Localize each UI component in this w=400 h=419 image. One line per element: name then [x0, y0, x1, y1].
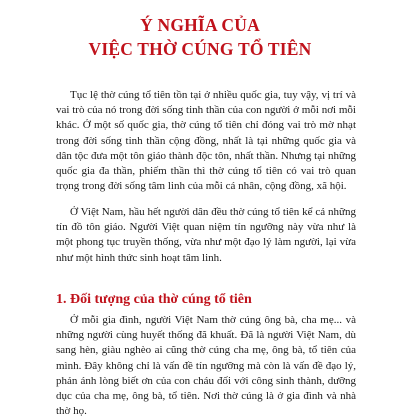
intro-paragraph: Tục lệ thờ cúng tổ tiên tồn tại ở nhiều quốc gia, tuy vậy, vị trí và vai trò của nó trong đời sống tinh thần của con người ở mỗi nơi mỗi khác. Ở một số quốc gia, thờ cúng tổ tiên chỉ đóng vai trò mờ nhạt trong đời sống tinh thần cộng đồng, nhất là tại những quốc gia và dân tộc đưa một tôn giáo thành độc tôn, nhất thần. Nhưng tại những quốc gia đa thần, phiếm thần thì thờ cúng tổ tiên có vai trò quan trọng trong đời sống tâm linh của mỗi cá nhân, cộng đồng, xã hội.	[56, 89, 356, 193]
section-paragraph: Ở mỗi gia đình, người Việt Nam thờ cúng ông bà, cha mẹ... và những người cùng huyết thống đã khuất. Đã là người Việt Nam, dù sang hèn, giàu nghèo ai cũng thờ cúng cha mẹ, ông bà, tổ tiên của mình. Đây không chỉ là vấn đề tín ngưỡng mà còn là vấn đề đạo lý, phản ánh lòng biết ơn của con cháu đối với công sinh thành, dưỡng dục của cha mẹ, ông bà, tổ tiên. Nơi thờ cúng là ở gia đình và nhà thờ họ.	[56, 314, 356, 418]
vietnam-paragraph: Ở Việt Nam, hầu hết người dân đều thờ cúng tổ tiên kể cả những tín đồ tôn giáo. Người Việt quan niệm tín ngưỡng này vừa như là một phong tục truyền thống, vừa như một đạo lý làm người, lại vừa như một hình thức sinh hoạt tâm linh.	[56, 206, 356, 264]
page-title-line-1: Ý NGHĨA CỦA	[140, 15, 260, 35]
page-title-line-2: VIỆC THỜ CÚNG TỔ TIÊN	[88, 39, 312, 59]
section-heading: 1. Đối tượng của thờ cúng tổ tiên	[56, 292, 252, 307]
